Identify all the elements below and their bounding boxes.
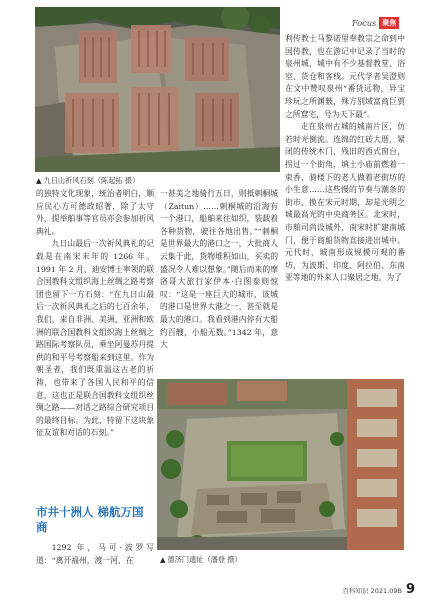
bottom-photo-caption: ▲ 德济门遗址（潘登 摄） [160, 555, 242, 564]
paragraph: 一甚美之地骑行五日，则抵刺桐城（Zaitun）……刺桐城的沿海有一个港口，船舶来往如织，装载着各种货物，驶往各地出售。”“刺桐是世界最大的港口之一，大批商人云集于此，货物堆积如山，买卖的盛况令人难以想象。”随后而来的摩洛哥大旅行家伊本·白图泰则惊叹：“这是一座巨大的城市，该城的港口是世界大港之一，甚至就是最大的港口。我看到港内停有大船约百艘，小船无数。”1342 年，意大 [160, 189, 278, 350]
gate-ruins-photo [157, 379, 404, 550]
paragraph: 的独特文化现象，统治者明白，顺应民心方可德政昭著，除了太守外，提举舶事等官员亦会参加祈风典礼。 [36, 189, 154, 236]
paragraph: 1292 年，马可·波罗写道：“离开福州，渡一河，在 [36, 543, 154, 565]
stone-inscription-photo [35, 7, 280, 172]
cliff-illustration [35, 7, 280, 172]
page-number: 9 [405, 582, 415, 597]
section-tag [352, 17, 399, 29]
article-column-1 [36, 188, 154, 440]
paragraph: 走在泉州古城的城南片区，仿若时光倒流。连绵的红砖大厝，紧闭的传统木门，残旧的西式窗台，拐过一个街角，填土小庙前燃着一束香，骑楼下的老人做着老街坊的小生意……这些慢的节奏与潮条的街市，换在宋元时期，却是光明之城最高光的中央商务区。北宋时，市舶司尚设城外，南宋时扩建南城门，便于商船货物直接进出城中。元代时，城南形成规模可观的番坊，为波斯、印度、阿拉伯、东南亚等地的外来人口聚居之地。为了 [285, 122, 405, 283]
page-footer [343, 582, 415, 597]
aerial-ruins-illustration [157, 379, 404, 550]
article-column-2 [160, 188, 278, 352]
focus-label: Focus [352, 18, 377, 28]
paragraph: 利传教士马黎诺里奉教宗之命到中国传教，也在游记中记录了当时的泉州城，城中有不少基督教堂、浴室、货仓和客栈。元代学者吴澄则在文中赞叹泉州“番货远物，异宝珍玩之所渊薮，殊方别域富商巨贾之所窟宅，号为天下最”。 [285, 34, 405, 119]
paragraph: 九日山最后一次祈风典礼的记载是在南宋末年的 1266 年。1991 年 2 月，迪安博士率领的联合国教科文组织海上丝绸之路考察团也留下一方石刻：“在九日山最后一次祈风典礼之后的七百余年，我们，来自非洲、美洲、亚洲和欧洲的联合国教科文组织海上丝绸之路国际考察队员，乘坐阿曼苏丹提供的和平号考察船来到这里。作为朝圣者，我们既重温这古老的祈祷，也带来了各国人民和平的信息，这也正是联合国教科文组织丝绸之路——对话之路综合研究项目的最终目标。为此，特留下这块象征友谊和对话的石刻。” [36, 239, 155, 438]
section-heading: 市井十洲人 梯航万国商 [36, 505, 144, 534]
article-column-1-tail [36, 542, 154, 567]
top-photo-caption: ▲ 九日山祈风石刻（陈起拓 摄） [36, 176, 140, 185]
journal-issue: 百科知识 2021.09B [342, 587, 402, 595]
focus-badge: 聚焦 [379, 17, 399, 29]
article-column-3 [285, 33, 405, 285]
caption-marker-icon: ▲ [160, 555, 166, 564]
caption-marker-icon: ▲ [36, 176, 42, 185]
